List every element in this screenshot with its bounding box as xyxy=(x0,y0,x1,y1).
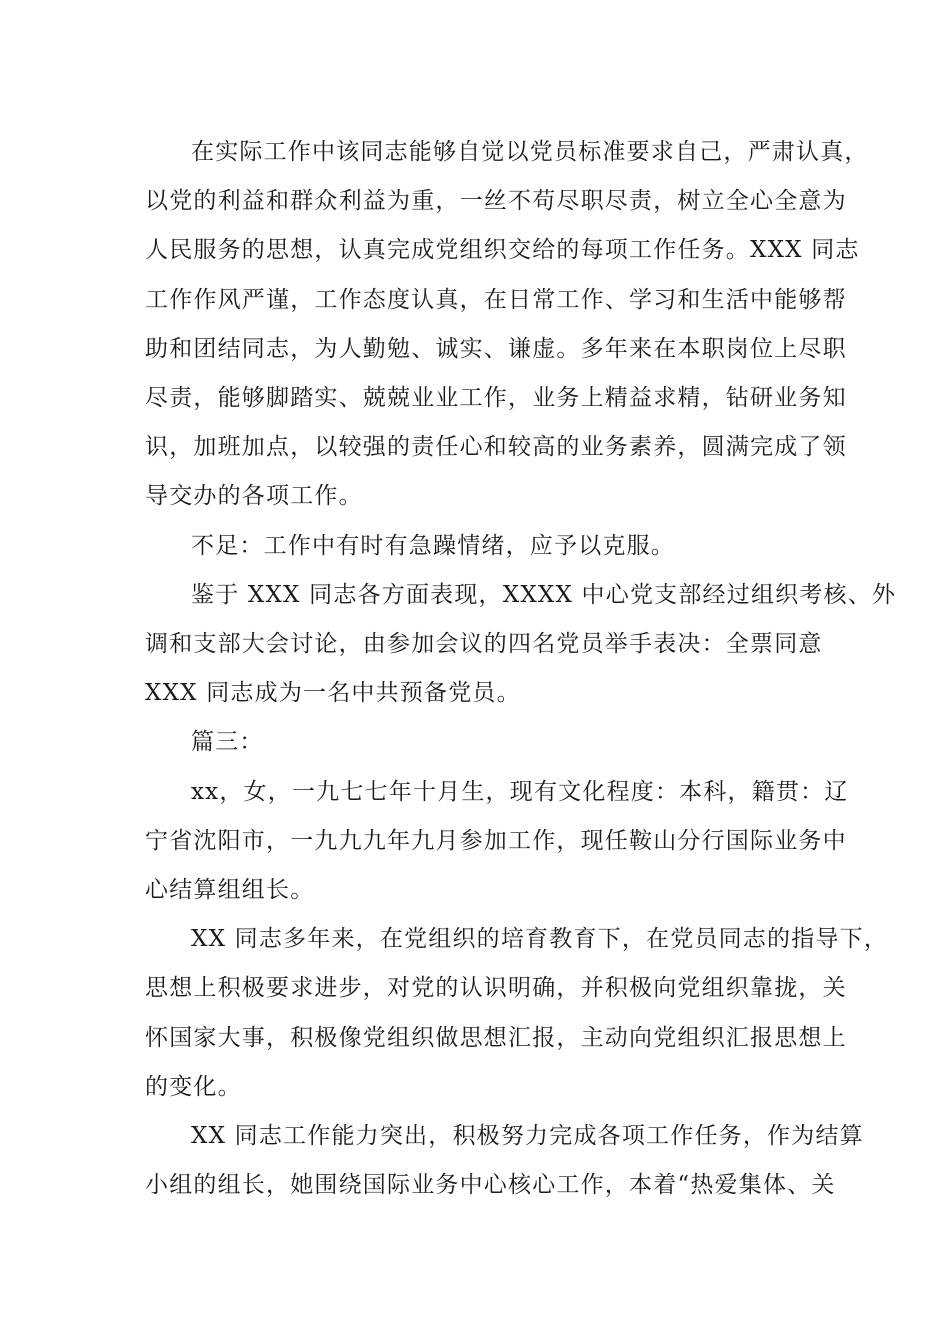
text-line: XX 同志多年来，在党组织的培育教育下，在党员同志的指导下， xyxy=(191,926,889,953)
paragraph-shortcomings xyxy=(145,522,835,571)
paragraph-ideology xyxy=(145,915,889,1112)
paragraph-decision xyxy=(145,571,897,719)
text-line: 识，加班加点，以较强的责任心和较高的业务素养，圆满完成了领 xyxy=(145,434,847,461)
text-line: 在实际工作中该同志能够自觉以党员标准要求自己，严肃认真， xyxy=(191,139,869,165)
text-line: XXX 同志成为一名中共预备党员。 xyxy=(145,680,521,707)
paragraph-work-ability xyxy=(145,1112,864,1210)
text-line: 尽责，能够脚踏实、兢兢业业工作，业务上精益求精，钻研业务知 xyxy=(145,385,847,412)
text-line: 宁省沈阳市，一九九九年九月参加工作，现任鞍山分行国际业务中 xyxy=(145,827,847,854)
text-line: 小组的组长，她围绕国际业务中心核心工作，本着“热爱集体、关 xyxy=(145,1172,836,1199)
text-line: 助和团结同志，为人勤勉、诚实、谦虚。多年来在本职岗位上尽职 xyxy=(145,335,847,362)
paragraph-profile xyxy=(145,768,849,916)
section-heading xyxy=(145,718,835,767)
text-line: 导交办的各项工作。 xyxy=(145,483,363,510)
text-line: 怀国家大事，积极像党组织做思想汇报，主动向党组织汇报思想上 xyxy=(145,1024,847,1051)
text-line: 调和支部大会讨论，由参加会议的四名党员举手表决：全票同意 xyxy=(145,631,823,658)
text-line: 工作作风严谨，工作态度认真，在日常工作、学习和生活中能够帮 xyxy=(145,286,847,313)
text-line: XX 同志工作能力突出，积极努力完成各项工作任务，作为结算 xyxy=(191,1123,864,1150)
text-line: 以党的利益和群众利益为重，一丝不苟尽职尽责，树立全心全意为 xyxy=(145,188,847,215)
document-body xyxy=(145,128,897,1210)
text-line: 鉴于 XXX 同志各方面表现，XXXX 中心党支部经过组织考核、外 xyxy=(191,581,897,608)
text-line: 人民服务的思想，认真完成党组织交给的每项工作任务。XXX 同志 xyxy=(145,237,860,264)
text-line: 篇三： xyxy=(191,729,264,756)
text-line: 心结算组组长。 xyxy=(145,877,315,904)
text-line: xx，女，一九七七年十月生，现有文化程度：本科，籍贯：辽 xyxy=(191,778,849,805)
text-line: 思想上积极要求进步，对党的认识明确，并积极向党组织靠拢，关 xyxy=(145,975,847,1002)
text-line: 不足：工作中有时有急躁情绪，应予以克服。 xyxy=(191,532,675,559)
text-line: 的变化。 xyxy=(145,1073,242,1100)
paragraph-performance xyxy=(145,128,869,522)
